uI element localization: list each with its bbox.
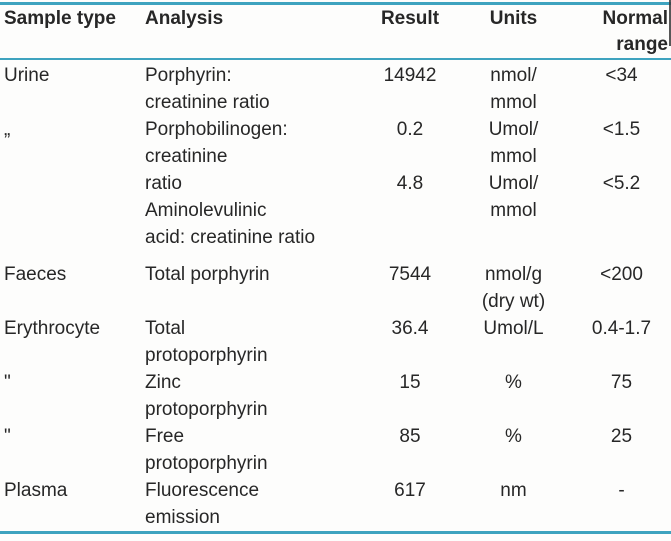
cell-line: 75 [610,372,633,393]
cell-line: 85 [399,426,421,447]
cell-sample-type [0,423,145,477]
cell-sample-type [0,369,145,423]
cell-sample-type [0,116,145,170]
cell-units [455,477,572,531]
table-row [0,170,671,251]
cell-line: Umol/L [483,318,544,339]
cell-line: <5.2 [602,173,641,194]
cell-line: mmol [490,92,537,113]
cell-units [455,170,572,251]
cell-normal-range [572,369,671,423]
cell-units [455,315,572,369]
header-normal-range: Normal range [602,8,668,55]
cell-line: " [4,372,11,393]
cell-line: Free [145,426,185,447]
header-sample-type: Sample type [4,8,116,29]
cell-line: Total porphyrin [145,264,270,285]
table-body [0,62,671,531]
cell-units [455,261,572,315]
cell-line: Umol/ [488,173,539,194]
cell-units [455,369,572,423]
header-units: Units [489,8,538,29]
cell-sample-type [0,170,145,251]
cell-line: emission [145,507,220,528]
cell-analysis [145,170,365,251]
cell-normal-range [572,170,671,251]
cell-line: mmol [490,200,537,221]
header-separator-rule [0,58,671,60]
cell-line: 7544 [388,264,432,285]
cell-normal-range [572,261,671,315]
table-row [0,477,671,531]
cell-normal-range [572,315,671,369]
cell-line: 14942 [383,65,437,86]
cell-line: creatinine ratio [145,92,270,113]
cell-line: Total [145,318,186,339]
cell-line: 25 [610,426,633,447]
cell-line: nmol/g [484,264,543,285]
cell-analysis [145,369,365,423]
table-row [0,423,671,477]
cell-analysis [145,261,365,315]
cell-line: (dry wt) [481,291,546,312]
cell-line: Porphyrin: [145,65,232,86]
cell-line: 0.4-1.7 [591,318,652,339]
cell-line: Umol/ [488,119,539,140]
cell-normal-range [572,423,671,477]
cell-units [455,116,572,170]
cell-sample-type [0,315,145,369]
cell-analysis [145,423,365,477]
cell-line: % [505,426,522,447]
cell-units [455,62,572,116]
header-analysis: Analysis [145,8,224,29]
cell-line: Aminolevulinic [145,200,267,221]
cell-line: 617 [394,480,426,501]
cell-result [365,116,455,170]
cell-units [455,423,572,477]
cell-line: " [4,426,11,447]
cell-line: protoporphyrin [145,453,268,474]
cell-line: <200 [600,264,643,285]
cell-result [365,261,455,315]
cell-normal-range [572,62,671,116]
cell-normal-range [572,477,671,531]
cell-line: - [618,480,625,501]
cell-line: <1.5 [602,119,641,140]
table-header-row [0,6,671,58]
cell-result [365,315,455,369]
cell-line: Porphobilinogen: [145,119,288,140]
cell-line: acid: creatinine ratio [145,227,316,248]
table-row [0,315,671,369]
cell-line: protoporphyrin [145,399,268,420]
cell-line: mmol [490,146,537,167]
cell-line: nm [500,480,527,501]
cell-line: 4.8 [396,173,424,194]
cell-sample-type [0,62,145,116]
cell-line: 15 [399,372,421,393]
table-row [0,261,671,315]
table-row [0,116,671,170]
header-result: Result [380,8,440,29]
cell-analysis [145,62,365,116]
cell-analysis [145,116,365,170]
cell-line: Fluorescence [145,480,260,501]
cell-analysis [145,477,365,531]
cell-sample-type [0,477,145,531]
cell-line: 36.4 [391,318,429,339]
cell-result [365,369,455,423]
cell-analysis [145,315,365,369]
cell-line: creatinine [145,146,228,167]
cell-sample-type [0,261,145,315]
bottom-rule [0,531,671,534]
cell-result [365,423,455,477]
cell-line: Erythrocyte [4,318,101,339]
cell-line: Faeces [4,264,67,285]
cell-line: 0.2 [396,119,424,140]
cell-result [365,170,455,251]
cell-line: nmol/ [490,65,537,86]
cell-line: Urine [4,65,50,86]
table-row [0,62,671,116]
cell-result [365,477,455,531]
table-row [0,369,671,423]
cell-line: % [505,372,522,393]
cell-line: protoporphyrin [145,345,268,366]
cell-line: „ [4,119,11,140]
cell-line: Zinc [145,372,181,393]
cell-normal-range [572,116,671,170]
cell-line: Plasma [4,480,68,501]
top-rule [0,2,671,5]
cell-line: <34 [605,65,638,86]
cell-result [365,62,455,116]
cell-line: ratio [145,173,182,194]
